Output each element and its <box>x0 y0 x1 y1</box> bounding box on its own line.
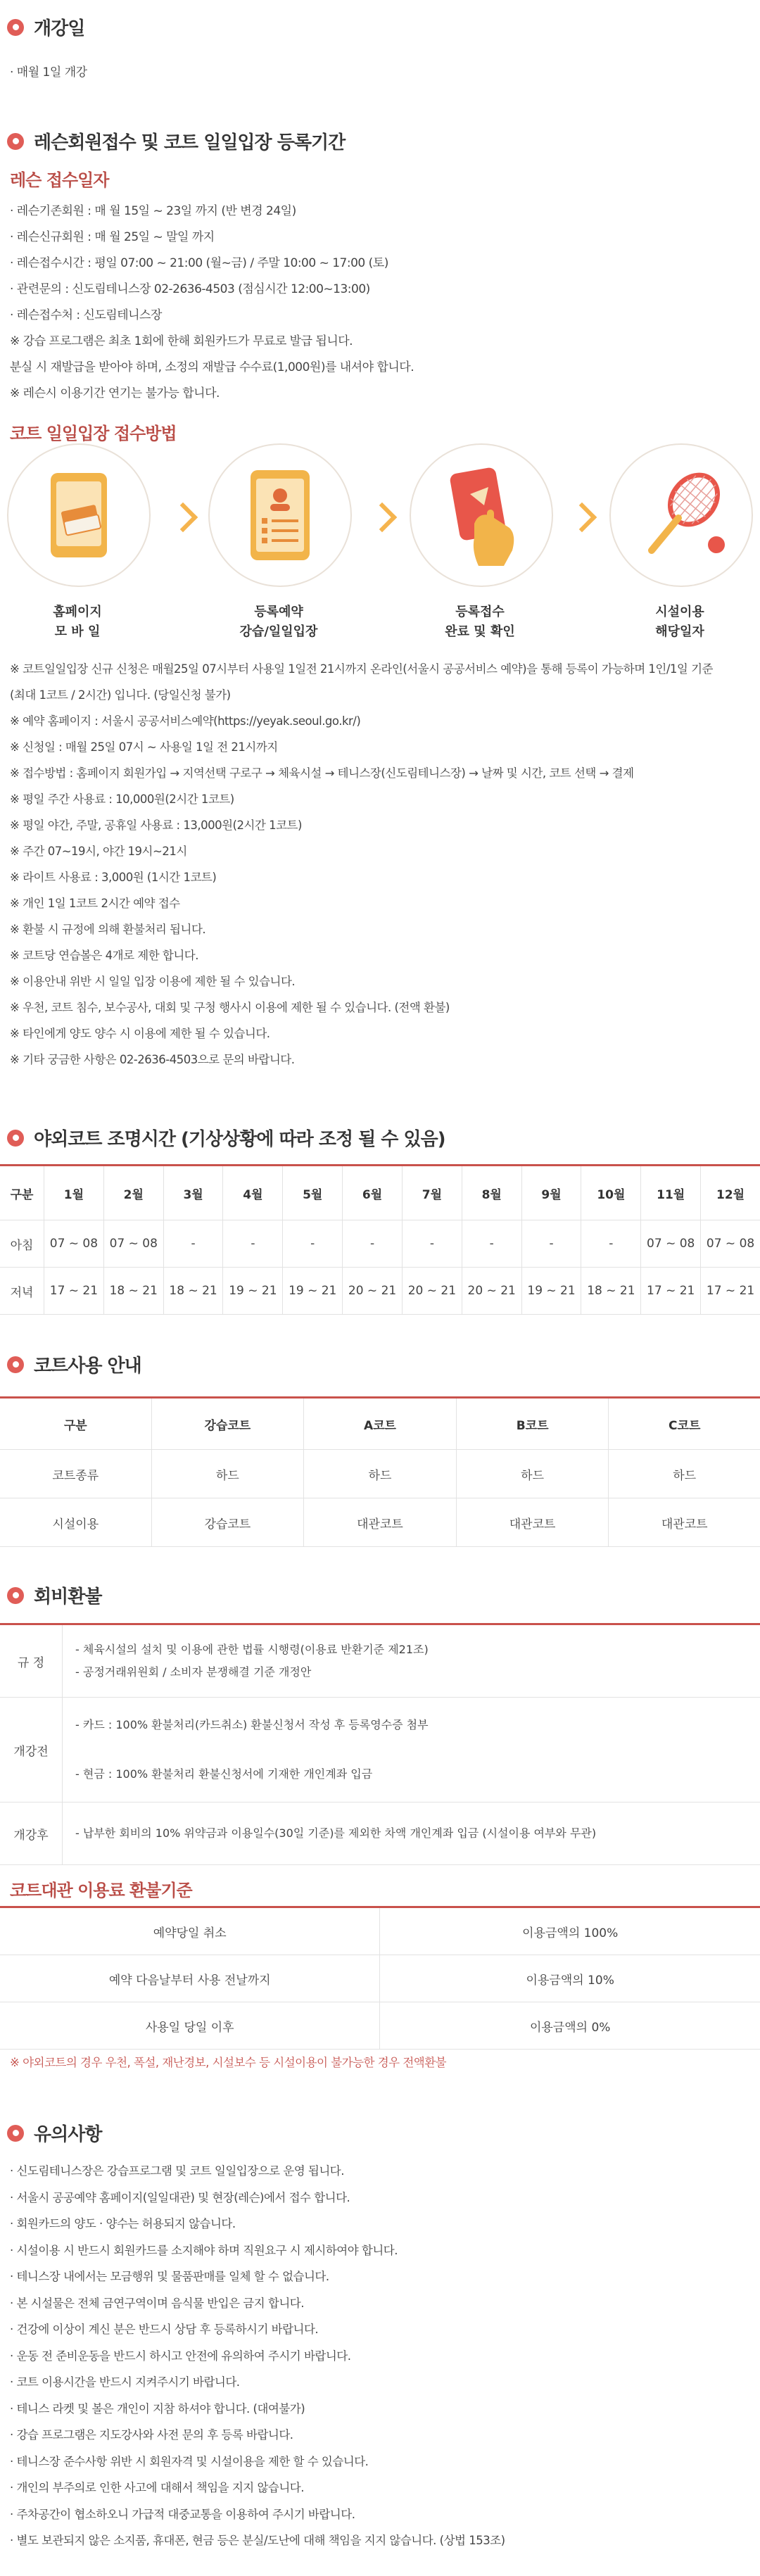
step-circle-4 <box>609 443 753 587</box>
table-cell: - <box>462 1220 521 1268</box>
table-header-cell: 6월 <box>343 1166 403 1220</box>
refund-row-label: 개강후 <box>0 1802 63 1865</box>
refund-row-content <box>63 1624 760 1698</box>
step-label-2 <box>201 602 356 642</box>
refund-note: ※ 야외코트의 경우 우천, 폭설, 재난경보, 시설보수 등 시설이용이 불가능한 경우 전액환불 <box>10 2056 447 2069</box>
section-title-refund <box>7 1582 101 1608</box>
text-line: ※ 코트일일입장 신규 신청은 매월25일 07시부터 사용일 1일전 21시까지 온라인(서울시 공공서비스 예약)을 통해 등록이 가능하며 1인/1일 기준 <box>10 662 713 676</box>
text-line: ※ 주간 07~19시, 야간 19시~21시 <box>10 845 187 858</box>
court-lines <box>10 656 713 1073</box>
table-row <box>0 1802 760 1865</box>
table-cell: 17 ~ 21 <box>641 1268 701 1315</box>
text-line: · 레슨기존회원 : 매 월 15일 ~ 23일 까지 (반 변경 24일) <box>10 204 296 218</box>
step-label-line: 완료 및 확인 <box>445 624 515 639</box>
table-cell: - <box>223 1220 283 1268</box>
text-line: - 공정거래위원회 / 소비자 분쟁해결 기준 개정안 <box>75 1665 312 1679</box>
section-bullet-icon <box>7 2125 24 2142</box>
step-label-line: 시설이용 <box>655 605 704 619</box>
text-line: ※ 기타 궁금한 사항은 02-2636-4503으로 문의 바랍니다. <box>10 1053 295 1066</box>
refund-row-content <box>63 1698 760 1802</box>
table-cell: 사용일 당일 이후 <box>0 2002 380 2050</box>
text-line: ※ 이용안내 위반 시 일일 입장 이용에 제한 될 수 있습니다. <box>10 975 296 988</box>
registration-steps <box>0 443 760 644</box>
table-header-cell: C코트 <box>609 1398 760 1450</box>
section-bullet-icon <box>7 1130 24 1147</box>
refund-row-content <box>63 1802 760 1865</box>
text-line: (최대 1코트 / 2시간) 입니다. (당일신청 불가) <box>10 688 231 702</box>
table-header-cell: 5월 <box>283 1166 343 1220</box>
table-cell: 예약당일 취소 <box>0 1907 380 1955</box>
section-title-text: 코트사용 안내 <box>34 1356 141 1377</box>
table-header-row <box>0 1398 760 1450</box>
text-line: · 레슨접수시간 : 평일 07:00 ~ 21:00 (월~금) / 주말 10:00 ~ 17:00 (토) <box>10 256 388 270</box>
section-bullet-icon <box>7 19 24 36</box>
text-line: · 레슨접수처 : 신도림테니스장 <box>10 308 162 322</box>
text-line: ※ 평일 야간, 주말, 공휴일 사용료 : 13,000원(2시간 1코트) <box>10 819 302 832</box>
chevron-right-icon <box>367 503 397 532</box>
text-line: ※ 우천, 코트 침수, 보수공사, 대회 및 구청 행사시 이용에 제한 될 수 있습니다. (전액 환불) <box>10 1001 450 1014</box>
caution-lines <box>10 2158 505 2554</box>
table-cell: 예약 다음날부터 사용 전날까지 <box>0 1955 380 2002</box>
refund-row-label: 개강전 <box>0 1698 63 1802</box>
table-row <box>0 1268 760 1315</box>
step-circle-1 <box>7 443 151 587</box>
opening-line: · 매월 1일 개강 <box>10 65 87 80</box>
table-cell: 18 ~ 21 <box>581 1268 641 1315</box>
table-cell: 19 ~ 21 <box>223 1268 283 1315</box>
text-line: · 회원카드의 양도 · 양수는 허용되지 않습니다. <box>10 2217 236 2230</box>
step-circle-3 <box>410 443 553 587</box>
table-row <box>0 1450 760 1498</box>
text-line: · 레슨신규회원 : 매 월 25일 ~ 말일 까지 <box>10 230 215 244</box>
table-cell: 07 ~ 08 <box>103 1220 163 1268</box>
text-line: · 주차공간이 협소하오니 가급적 대중교통을 이용하여 주시기 바랍니다. <box>10 2507 355 2521</box>
table-cell: 하드 <box>609 1450 760 1498</box>
chevron-right-icon <box>567 503 597 532</box>
section-bullet-icon <box>7 1587 24 1604</box>
table-cell: 코트종류 <box>0 1450 151 1498</box>
text-line: ※ 신청일 : 매월 25일 07시 ~ 사용일 1일 전 21시까지 <box>10 740 278 754</box>
table-cell: 20 ~ 21 <box>402 1268 462 1315</box>
table-cell: 07 ~ 08 <box>44 1220 104 1268</box>
lesson-lines <box>10 198 414 407</box>
table-row <box>0 1220 760 1268</box>
table-row <box>0 1907 760 1955</box>
text-line: · 개인의 부주의로 인한 사고에 대해서 책임을 지지 않습니다. <box>10 2481 304 2494</box>
text-line: · 운동 전 준비운동을 반드시 하시고 안전에 유의하여 주시기 바랍니다. <box>10 2349 351 2363</box>
table-cell: - <box>521 1220 581 1268</box>
step-circle-2 <box>208 443 352 587</box>
table-cell: 18 ~ 21 <box>163 1268 223 1315</box>
card-tap-icon <box>411 445 552 586</box>
table-cell: 하드 <box>304 1450 457 1498</box>
section-title-text: 레슨회원접수 및 코트 일일입장 등록기간 <box>34 132 346 153</box>
table-header-cell: 구분 <box>0 1166 44 1220</box>
step-label-line: 등록접수 <box>455 605 505 619</box>
step-label-4 <box>602 602 757 642</box>
text-line: - 납부한 회비의 10% 위약금과 이용일수(30일 기준)를 제외한 차액 개인계좌 입금 (시설이용 여부와 무관) <box>75 1826 597 1840</box>
table-cell: 시설이용 <box>0 1498 151 1547</box>
tennis-racket-icon <box>611 445 752 586</box>
section-title-opening <box>7 14 84 40</box>
step-label-3 <box>403 602 557 642</box>
table-cell: 17 ~ 21 <box>44 1268 104 1315</box>
table-row <box>0 1698 760 1802</box>
table-cell: - <box>283 1220 343 1268</box>
text-line: · 테니스 라켓 및 볼은 개인이 지참 하셔야 합니다. (대여불가) <box>10 2401 305 2416</box>
section-title-text: 개강일 <box>34 18 85 39</box>
text-line: · 관련문의 : 신도림테니스장 02-2636-4503 (점심시간 12:00~13:00) <box>10 282 370 296</box>
table-cell: 19 ~ 21 <box>283 1268 343 1315</box>
table-cell: 20 ~ 21 <box>462 1268 521 1315</box>
text-line: · 본 시설물은 전체 금연구역이며 음식물 반입은 금지 합니다. <box>10 2296 304 2310</box>
court-refund-subtitle: 코트대관 이용료 환불기준 <box>10 1881 192 1900</box>
text-line: - 체육시설의 설치 및 이용에 관한 법률 시행령(이용료 반환기준 제21조) <box>75 1643 429 1656</box>
section-bullet-icon <box>7 1356 24 1373</box>
text-line: ※ 개인 1일 1코트 2시간 예약 접수 <box>10 897 180 910</box>
table-row <box>0 1955 760 2002</box>
step-label-line: 강습/일일입장 <box>239 624 318 639</box>
table-cell: 20 ~ 21 <box>343 1268 403 1315</box>
court-refund-table <box>0 1906 760 2050</box>
section-title-court-usage <box>7 1351 141 1377</box>
text-line: ※ 라이트 사용료 : 3,000원 (1시간 1코트) <box>10 871 217 884</box>
table-header-cell: 7월 <box>402 1166 462 1220</box>
table-row <box>0 2002 760 2050</box>
table-header-cell: 12월 <box>701 1166 760 1220</box>
table-header-cell: 8월 <box>462 1166 521 1220</box>
text-line: ※ 예약 홈페이지 : 서울시 공공서비스예약(https://yeyak.seoul.go.kr/) <box>10 714 361 728</box>
section-title-caution <box>7 2120 101 2146</box>
table-cell: - <box>343 1220 403 1268</box>
step-label-line: 해당일자 <box>655 624 704 639</box>
step-label-line: 등록예약 <box>254 605 303 619</box>
text-line: ※ 레슨시 이용기간 연기는 불가능 합니다. <box>10 386 220 400</box>
text-line: · 시설이용 시 반드시 회원카드를 소지해야 하며 직원요구 시 제시하여야 합니다. <box>10 2243 398 2257</box>
court-usage-table <box>0 1396 760 1547</box>
table-row <box>0 1624 760 1698</box>
table-cell: - <box>163 1220 223 1268</box>
text-line: · 서울시 공공예약 홈페이지(일일대관) 및 현장(레슨)에서 접수 합니다. <box>10 2190 350 2204</box>
text-line: - 현금 : 100% 환불처리 환불신청서에 기재한 개인계좌 입금 <box>75 1767 373 1781</box>
text-line: ※ 환불 시 규정에 의해 환불처리 됩니다. <box>10 923 206 936</box>
table-cell: 아침 <box>0 1220 44 1268</box>
text-line: · 별도 보관되지 않은 소지품, 휴대폰, 현금 등은 분실/도난에 대해 책임을 지지 않습니다. (상법 153조) <box>10 2534 505 2547</box>
mobile-tickets-icon <box>8 445 149 586</box>
section-title-registration <box>7 128 345 154</box>
table-header-row <box>0 1166 760 1220</box>
section-title-lighting <box>7 1125 445 1151</box>
text-line: - 카드 : 100% 환불처리(카드취소) 환불신청서 작성 후 등록영수증 첨부 <box>75 1718 429 1731</box>
refund-row-label: 규 정 <box>0 1624 63 1698</box>
text-line: ※ 강습 프로그램은 최초 1회에 한해 회원카드가 무료로 발급 됩니다. <box>10 334 353 348</box>
text-line: · 강습 프로그램은 지도강사와 사전 문의 후 등록 바랍니다. <box>10 2428 293 2442</box>
table-cell: 대관코트 <box>304 1498 457 1547</box>
table-cell: - <box>402 1220 462 1268</box>
table-header-cell: A코트 <box>304 1398 457 1450</box>
table-cell: 이용금액의 10% <box>380 1955 760 2002</box>
refund-table <box>0 1623 760 1865</box>
table-header-cell: 1월 <box>44 1166 104 1220</box>
table-header-cell: 2월 <box>103 1166 163 1220</box>
text-line: ※ 평일 주간 사용료 : 10,000원(2시간 1코트) <box>10 793 234 806</box>
text-line: · 테니스장 내에서는 모금행위 및 물품판매를 일체 할 수 없습니다. <box>10 2270 329 2283</box>
section-bullet-icon <box>7 133 24 150</box>
text-line: ※ 접수방법 : 홈페이지 회원가입 → 지역선택 구로구 → 체육시설 → 테니스장(신도림테니스장) → 날짜 및 시간, 코트 선택 → 결제 <box>10 766 634 780</box>
table-cell: 18 ~ 21 <box>103 1268 163 1315</box>
table-cell: 하드 <box>456 1450 609 1498</box>
lesson-subtitle: 레슨 접수일자 <box>10 170 109 190</box>
text-line: 분실 시 재발급을 받아야 하며, 소정의 재발급 수수료(1,000원)를 내셔야 합니다. <box>10 360 414 374</box>
table-cell: 이용금액의 100% <box>380 1907 760 1955</box>
table-header-cell: 4월 <box>223 1166 283 1220</box>
table-cell: 저녁 <box>0 1268 44 1315</box>
table-header-cell: 3월 <box>163 1166 223 1220</box>
text-line: ※ 코트당 연습볼은 4개로 제한 합니다. <box>10 949 198 962</box>
text-line: · 신도림테니스장은 강습프로그램 및 코트 일일입장으로 운영 됩니다. <box>10 2164 344 2178</box>
step-label-line: 모 바 일 <box>54 624 101 639</box>
table-cell: 07 ~ 08 <box>701 1220 760 1268</box>
chevron-right-icon <box>168 503 198 532</box>
table-header-cell: 9월 <box>521 1166 581 1220</box>
text-line: ※ 타인에게 양도 양수 시 이용에 제한 될 수 있습니다. <box>10 1027 270 1040</box>
table-cell: 07 ~ 08 <box>641 1220 701 1268</box>
step-label-line: 홈페이지 <box>53 605 102 619</box>
table-header-cell: 강습코트 <box>151 1398 304 1450</box>
table-cell: - <box>581 1220 641 1268</box>
section-title-text: 야외코트 조명시간 (기상상황에 따라 조정 될 수 있음) <box>34 1129 445 1150</box>
section-title-text: 회비환불 <box>34 1586 102 1608</box>
table-header-cell: 10월 <box>581 1166 641 1220</box>
table-cell: 17 ~ 21 <box>701 1268 760 1315</box>
text-line: · 건강에 이상이 계신 분은 반드시 상담 후 등록하시기 바랍니다. <box>10 2323 319 2336</box>
table-cell: 강습코트 <box>151 1498 304 1547</box>
table-cell: 대관코트 <box>609 1498 760 1547</box>
table-header-cell: B코트 <box>456 1398 609 1450</box>
text-line: · 테니스장 준수사항 위반 시 회원자격 및 시설이용을 제한 할 수 있습니다. <box>10 2454 369 2468</box>
table-cell: 하드 <box>151 1450 304 1498</box>
registration-form-icon <box>210 445 350 586</box>
table-cell: 이용금액의 0% <box>380 2002 760 2050</box>
text-line: · 코트 이용시간을 반드시 지켜주시기 바랍니다. <box>10 2375 240 2389</box>
step-label-1 <box>0 602 155 642</box>
lighting-table <box>0 1164 760 1315</box>
section-title-text: 유의사항 <box>34 2124 102 2145</box>
table-header-cell: 11월 <box>641 1166 701 1220</box>
table-cell: 대관코트 <box>456 1498 609 1547</box>
table-header-cell: 구분 <box>0 1398 151 1450</box>
court-subtitle: 코트 일일입장 접수방법 <box>10 424 177 443</box>
table-row <box>0 1498 760 1547</box>
table-cell: 19 ~ 21 <box>521 1268 581 1315</box>
